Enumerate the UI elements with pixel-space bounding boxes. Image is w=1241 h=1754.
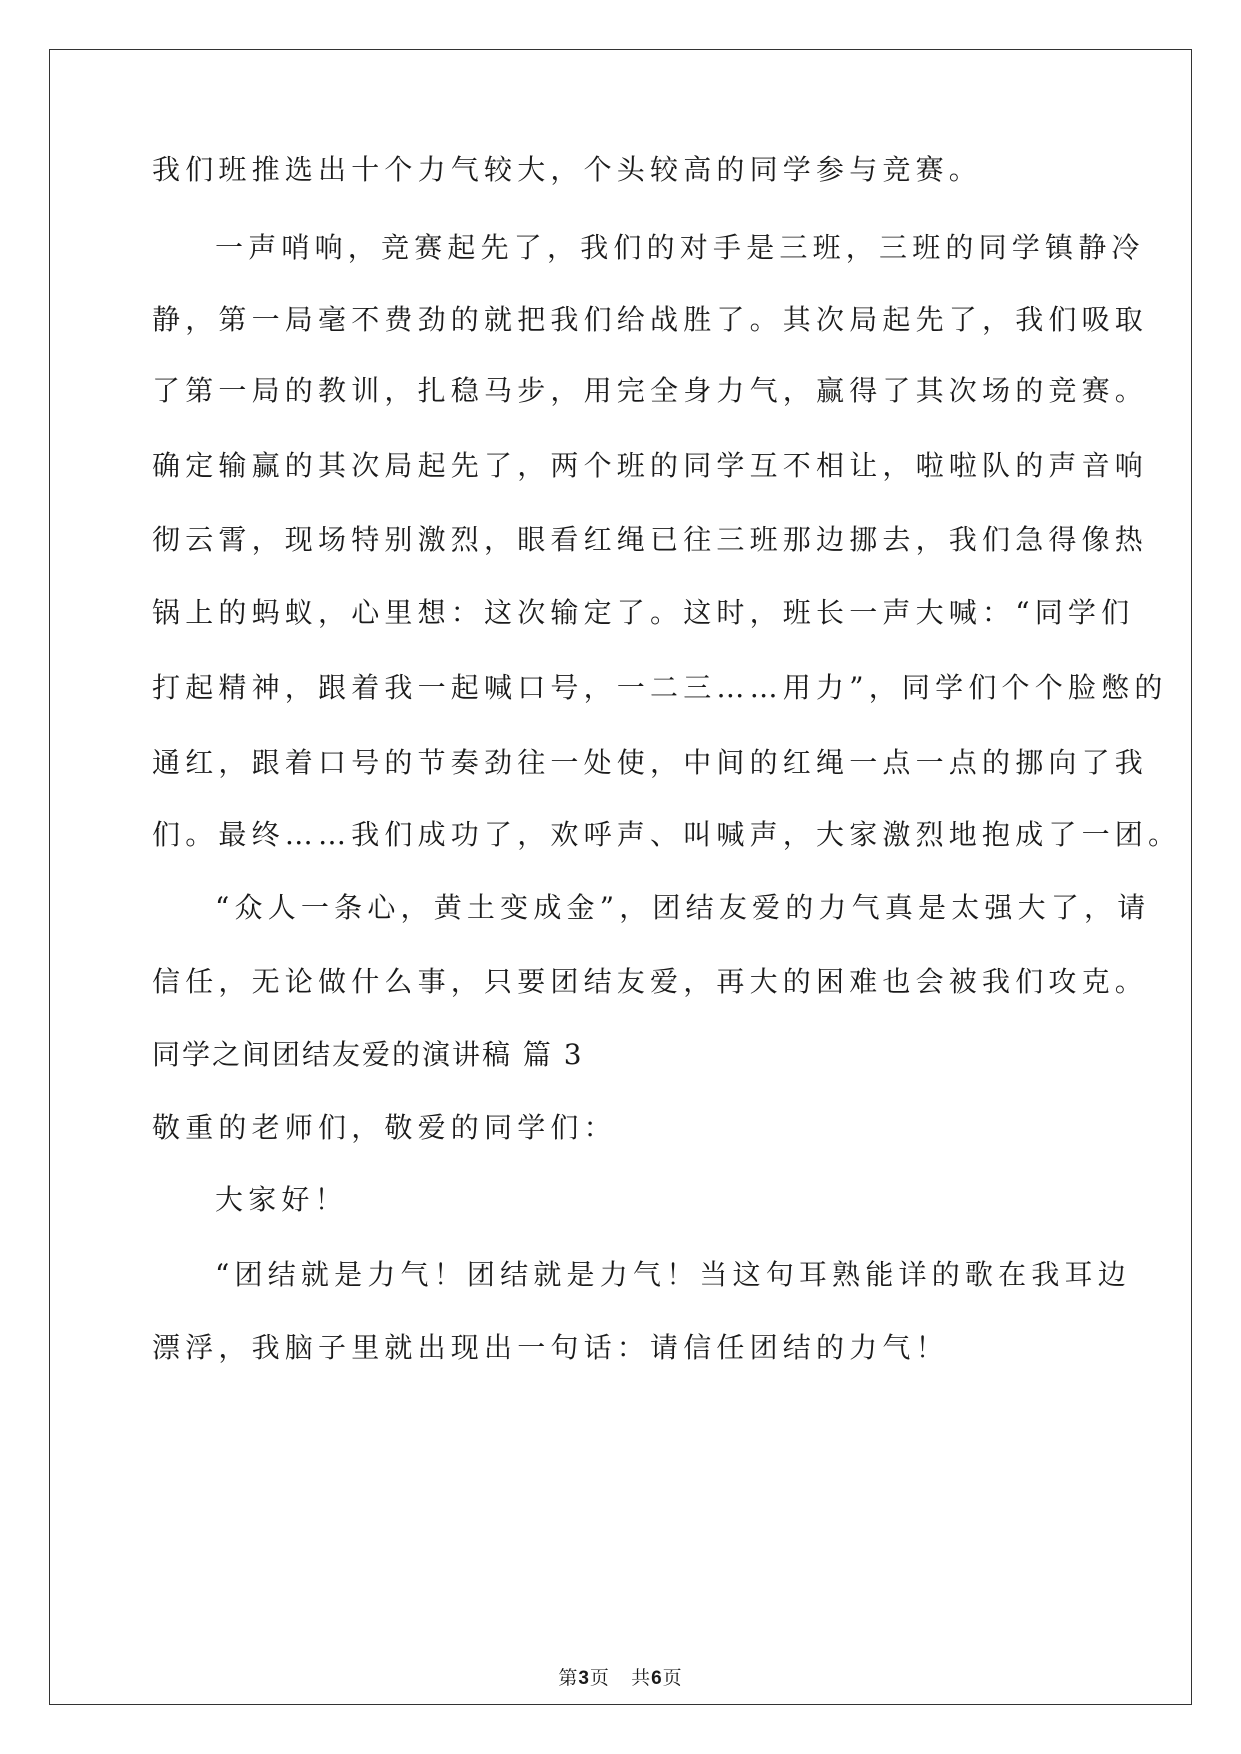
footer-total-suffix: 页 [662,1667,683,1689]
page-border [49,49,1192,1705]
greeting-line: 大家好！ [215,1183,348,1216]
body-line-6: 彻云霄，现场特别激烈，眼看红绳已往三班那边挪去，我们急得像热 [152,523,1149,556]
footer-page-number: 3 [578,1668,590,1689]
body-line-2: 一声哨响，竞赛起先了，我们的对手是三班，三班的同学镇静冷 [215,231,1145,264]
body-line-4: 了第一局的教训，扎稳马步，用完全身力气，赢得了其次场的竞赛。 [152,374,1149,407]
body-line-3: 静，第一局毫不费劲的就把我们给战胜了。其次局起先了，我们吸取 [152,303,1149,336]
body-line-1: 我们班推选出十个力气较大，个头较高的同学参与竞赛。 [152,153,983,186]
body-line-10: 们。最终……我们成功了，欢呼声、叫喊声，大家激烈地抱成了一团。 [152,818,1182,851]
section-heading: 同学之间团结友爱的演讲稿 篇 3 [152,1038,584,1071]
salutation-line: 敬重的老师们，敬爱的同学们： [152,1111,617,1144]
page-footer [0,1666,1241,1691]
body-line-12: 信任，无论做什么事，只要团结友爱，再大的困难也会被我们攻克。 [152,965,1149,998]
body-line-9: 通红，跟着口号的节奏劲往一处使，中间的红绳一点一点的挪向了我 [152,746,1149,779]
body-line-11: “众人一条心，黄土变成金”，团结友爱的力气真是太强大了，请 [215,891,1151,924]
body-line-8: 打起精神，跟着我一起喊口号，一二三……用力”，同学们个个脸憋的 [152,671,1168,704]
footer-page-prefix: 第 [558,1667,579,1689]
body-line-14: 漂浮，我脑子里就出现出一句话：请信任团结的力气！ [152,1331,949,1364]
footer-total-pages: 6 [651,1668,663,1689]
body-line-7: 锅上的蚂蚁，心里想：这次输定了。这时，班长一声大喊：“同学们 [152,596,1135,629]
body-line-13: “团结就是力气！团结就是力气！当这句耳熟能详的歌在我耳边 [215,1258,1131,1291]
body-line-5: 确定输赢的其次局起先了，两个班的同学互不相让，啦啦队的声音响 [152,449,1149,482]
footer-total-prefix: 共 [631,1667,652,1689]
footer-page-suffix: 页 [589,1667,610,1689]
